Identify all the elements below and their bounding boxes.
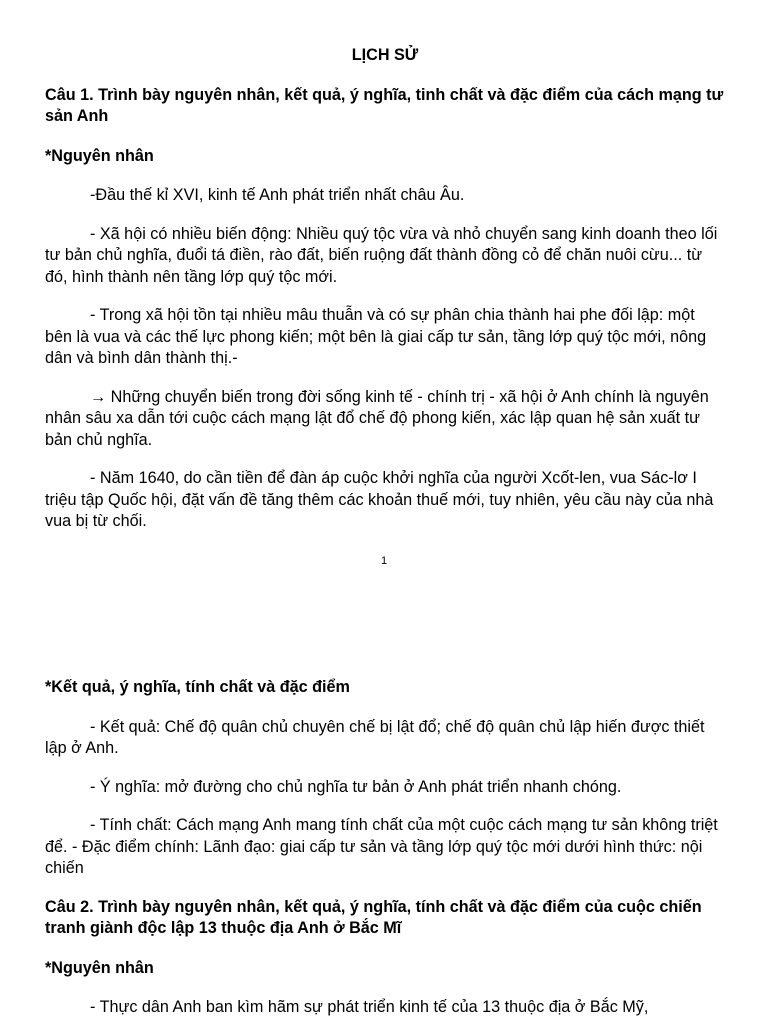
paragraph: - Ý nghĩa: mở đường cho chủ nghĩa tư bản ở Anh phát triển nhanh chóng. [90, 777, 622, 796]
document-page-1 [45, 45, 725, 550]
results-heading: *Kết quả, ý nghĩa, tính chất và đặc điểm [45, 678, 350, 696]
document-title: LỊCH SỬ [351, 46, 419, 64]
question-1-heading: Câu 1. Trình bày nguyên nhân, kết quả, ý nghĩa, tinh chất và đặc điểm của cách mạng tư sản Anh [45, 85, 724, 125]
document-page-2 [45, 677, 725, 1036]
causes-heading: *Nguyên nhân [45, 958, 154, 977]
paragraph: - Năm 1640, do cần tiền để đàn áp cuộc khởi nghĩa của người Xcốt-len, vua Sác-lơ I triệu tập Quốc hội, đặt vấn đề tăng thêm các khoản thuế mới, tuy nhiên, yêu cầu này của nhà vua bị từ chối. [45, 469, 714, 530]
question-2-heading: Câu 2. Trình bày nguyên nhân, kết quả, ý nghĩa, tính chất và đặc điểm của cuộc chiến tranh giành độc lập 13 thuộc địa Anh ở Bắc Mĩ [45, 897, 702, 937]
paragraph: - Xã hội có nhiều biến động: Nhiều quý tộc vừa và nhỏ chuyển sang kinh doanh theo lối tư bản chủ nghĩa, đuổi tá điền, rào đất, biến ruộng đất thành đồng cỏ để chăn nuôi cừu... từ đó, hình thành nên tầng lớp quý tộc mới. [45, 224, 718, 286]
causes-heading: *Nguyên nhân [45, 146, 154, 165]
paragraph: - Thực dân Anh ban kìm hãm sự phát triển kinh tế của 13 thuộc địa ở Bắc Mỹ, [90, 998, 649, 1016]
paragraph: -Đầu thế kỉ XVI, kinh tế Anh phát triển nhất châu Âu. [90, 186, 465, 204]
page-number: 1 [380, 555, 388, 567]
paragraph: - Tính chất: Cách mạng Anh mang tính chất của một cuộc cách mạng tư sản không triệt để. - Đặc điểm chính: Lãnh đạo: giai cấp tư sản và tầng lớp quý tộc mới dưới hình thức: nội chiến [45, 816, 718, 877]
paragraph: - Trong xã hội tồn tại nhiều mâu thuẫn và có sự phân chia thành hai phe đối lập: một bên là vua và các thế lực phong kiến; một bên là giai cấp tư sản, tầng lớp quý tộc mới, nông dân và bình dân thành thị.- [45, 306, 707, 367]
paragraph: - Kết quả: Chế độ quân chủ chuyên chế bị lật đổ; chế độ quân chủ lập hiến được thiết lập ở Anh. [45, 717, 705, 757]
paragraph: → Những chuyển biến trong đời sống kinh tế - chính trị - xã hội ở Anh chính là nguyên nhân sâu xa dẫn tới cuộc cách mạng lật đổ chế độ phong kiến, xác lập quan hệ sản xuất tư bản chủ nghĩa. [45, 387, 709, 449]
